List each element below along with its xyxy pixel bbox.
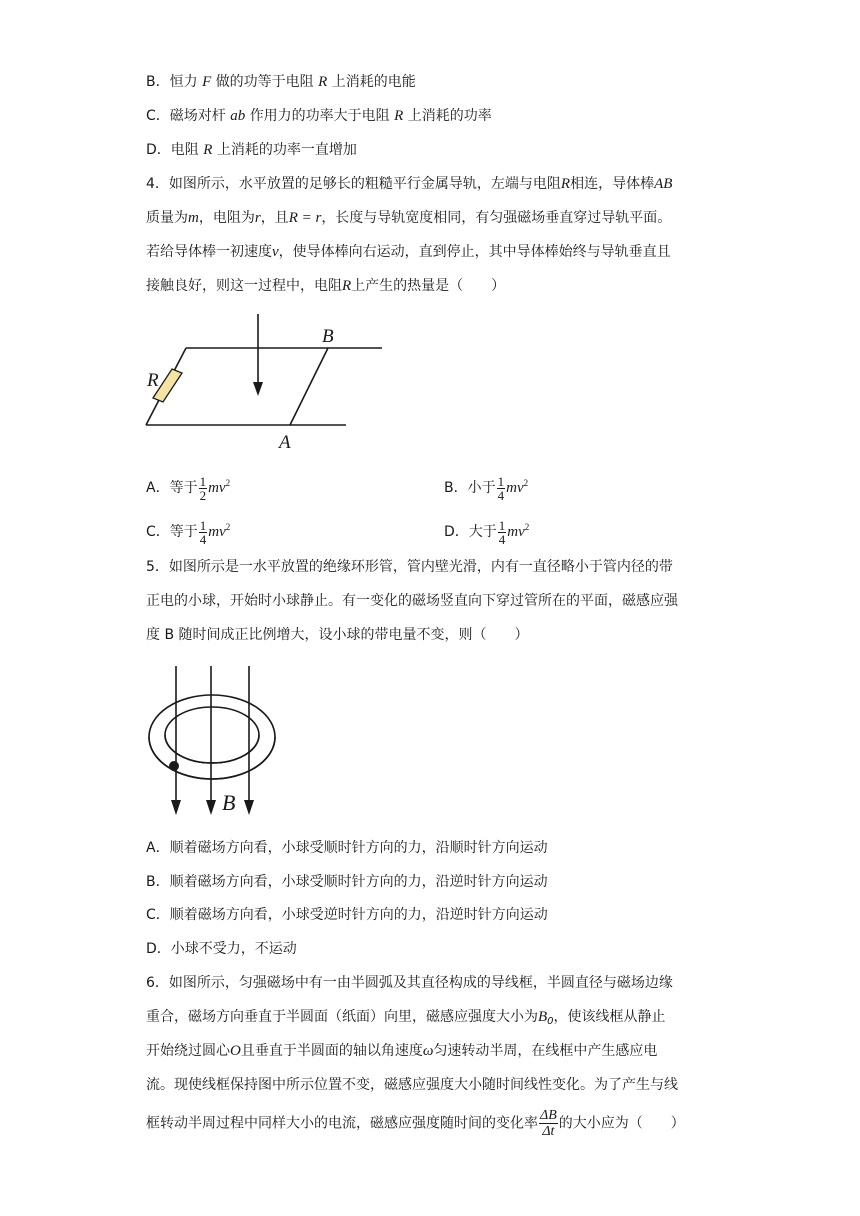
label-b: B xyxy=(222,790,236,815)
q3-option-b xyxy=(146,72,416,92)
option-text: 做的功等于电阻 xyxy=(215,74,314,90)
q6-stem-line5 xyxy=(146,1108,685,1139)
expr-base: mv xyxy=(208,480,226,496)
denominator: 4 xyxy=(199,531,207,547)
q5-option-b: B．顺着磁场方向看，小球受顺时针方向的力，沿逆时针方向运动 xyxy=(146,874,548,890)
stem-text: 的大小应为（ ） xyxy=(558,1115,685,1132)
denominator: Δt xyxy=(542,1124,555,1139)
label-r: R xyxy=(147,370,159,391)
math-var: R xyxy=(318,74,328,90)
stem-text: ，使导体棒向右运动，直到停止，其中导体棒始终与导轨垂直且 xyxy=(278,244,671,260)
q6-stem-line2 xyxy=(146,1007,666,1032)
expr-base: mv xyxy=(506,480,524,496)
exponent: 2 xyxy=(225,478,231,488)
stem-text: ，使该线框从静止 xyxy=(553,1009,666,1025)
math-var: m xyxy=(188,210,199,226)
denominator: 4 xyxy=(497,487,505,503)
arrow-head-1 xyxy=(171,800,181,815)
q5-stem-line1: 5．如图所示是一水平放置的绝缘环形管，管内壁光滑，内有一直径略小于管内径的带 xyxy=(146,559,673,575)
numerator: 1 xyxy=(199,473,207,489)
math-var: r xyxy=(254,210,261,226)
stem-text: 相连，导体棒 xyxy=(570,176,655,192)
exponent: 2 xyxy=(524,522,530,532)
option-text: D．大于 xyxy=(444,524,497,540)
ring-inner-front-arc xyxy=(165,735,259,763)
numerator: ΔB xyxy=(540,1108,557,1123)
stem-text: 重合，磁场方向垂直于半圆面（纸面）向里，磁感应强度大小为 xyxy=(146,1009,538,1025)
option-text: D．电阻 xyxy=(146,142,199,158)
q4-stem-line3 xyxy=(146,242,671,262)
denominator: 4 xyxy=(498,531,506,547)
math-expr xyxy=(507,524,529,540)
q5-option-c: C．顺着磁场方向看，小球受逆时针方向的力，沿逆时针方向运动 xyxy=(146,907,548,923)
stem-text: 开始绕过圆心 xyxy=(146,1043,230,1059)
denominator: 2 xyxy=(199,487,207,503)
option-text: 作用力的功率大于电阻 xyxy=(249,108,390,124)
q4-option-d xyxy=(444,514,529,546)
q3-option-c xyxy=(146,106,492,126)
stem-text: 匀速转动半周，在线框中产生感应电 xyxy=(433,1043,658,1059)
math-var: R xyxy=(203,142,213,158)
q5-stem-line3: 度 B 随时间成正比例增大，设小球的带电量不变，则（ ） xyxy=(146,627,529,643)
option-text: C．等于 xyxy=(146,524,198,540)
field-arrow-head xyxy=(253,382,263,396)
exponent: 2 xyxy=(225,522,231,532)
q5-stem-line2: 正电的小球，开始时小球静止。有一变化的磁场竖直向下穿过管所在的平面，磁感应强 xyxy=(146,593,678,609)
math-expr xyxy=(208,480,230,496)
math-expr xyxy=(506,480,528,496)
q4-option-a xyxy=(146,470,230,502)
stem-text: 框转动半周过程中同样大小的电流，磁感应强度随时间的变化率 xyxy=(146,1115,538,1132)
fraction xyxy=(498,519,507,546)
math-equation: R = r xyxy=(288,210,322,226)
stem-text: 上产生的热量是（ ） xyxy=(351,278,506,294)
q4-option-c xyxy=(146,514,230,546)
q5-option-d: D．小球不受力，不运动 xyxy=(146,941,297,957)
arrow-head-2 xyxy=(206,800,216,815)
stem-text: ，电阻为 xyxy=(198,210,255,226)
arrow-head-3 xyxy=(244,800,254,815)
option-text: B．恒力 xyxy=(146,74,198,90)
fraction xyxy=(199,519,208,546)
q4-stem-line2 xyxy=(146,208,671,228)
math-var: v xyxy=(272,244,279,260)
option-text: 上消耗的功率 xyxy=(407,108,492,124)
math-var: O xyxy=(230,1043,241,1059)
math-var: ω xyxy=(422,1043,434,1059)
numerator: 1 xyxy=(497,473,505,489)
math-subscript: 0 xyxy=(547,1016,554,1027)
charged-ball xyxy=(169,761,179,771)
numerator: 1 xyxy=(199,517,207,533)
option-text: 上消耗的功率一直增加 xyxy=(216,142,357,158)
q5-ring-figure xyxy=(140,660,300,820)
q4-option-b xyxy=(444,470,528,502)
math-var: R xyxy=(342,278,352,294)
stem-text: ，且 xyxy=(260,210,289,226)
rate-fraction xyxy=(539,1108,558,1139)
math-var: R xyxy=(560,176,571,192)
q4-rail-figure xyxy=(140,310,390,460)
numerator: 1 xyxy=(498,517,506,533)
math-var: B xyxy=(538,1009,548,1025)
option-text: C．磁场对杆 xyxy=(146,108,226,124)
fraction xyxy=(199,475,208,502)
q6-stem-line4: 流。现使线框保持图中所示位置不变，磁感应强度大小随时间线性变化。为了产生与线 xyxy=(146,1077,678,1093)
expr-base: mv xyxy=(507,524,525,540)
fraction xyxy=(497,475,506,502)
stem-text: 接触良好，则这一过程中，电阻 xyxy=(146,278,342,294)
exponent: 2 xyxy=(523,478,529,488)
q4-stem-line1 xyxy=(146,174,672,194)
stem-text: 4．如图所示，水平放置的足够长的粗糙平行金属导轨，左端与电阻 xyxy=(146,176,561,192)
math-var: F xyxy=(202,74,212,90)
ring-front-arc xyxy=(149,737,275,779)
math-var: AB xyxy=(654,176,673,192)
stem-text: 且垂直于半圆面的轴以角速度 xyxy=(240,1043,423,1059)
q6-stem-line3 xyxy=(146,1041,657,1061)
stem-text: 质量为 xyxy=(146,210,188,226)
stem-text: ，长度与导轨宽度相同，有匀强磁场垂直穿过导轨平面。 xyxy=(321,210,672,226)
q3-option-d xyxy=(146,140,357,160)
label-a: A xyxy=(279,432,291,453)
q4-stem-line4 xyxy=(146,276,505,296)
expr-base: mv xyxy=(208,524,226,540)
stem-text: 若给导体棒一初速度 xyxy=(146,244,272,260)
q5-option-a: A．顺着磁场方向看，小球受顺时针方向的力，沿顺时针方向运动 xyxy=(146,840,548,856)
math-expr xyxy=(208,524,230,540)
option-text: B．小于 xyxy=(444,480,496,496)
math-var: R xyxy=(394,108,404,124)
math-var: ab xyxy=(230,108,246,124)
label-b: B xyxy=(322,326,334,347)
option-text: A．等于 xyxy=(146,480,198,496)
q6-stem-line1: 6．如图所示，匀强磁场中有一由半圆弧及其直径构成的导线框，半圆直径与磁场边缘 xyxy=(146,975,673,991)
rod-ab xyxy=(290,348,328,425)
option-text: 上消耗的电能 xyxy=(331,74,416,90)
